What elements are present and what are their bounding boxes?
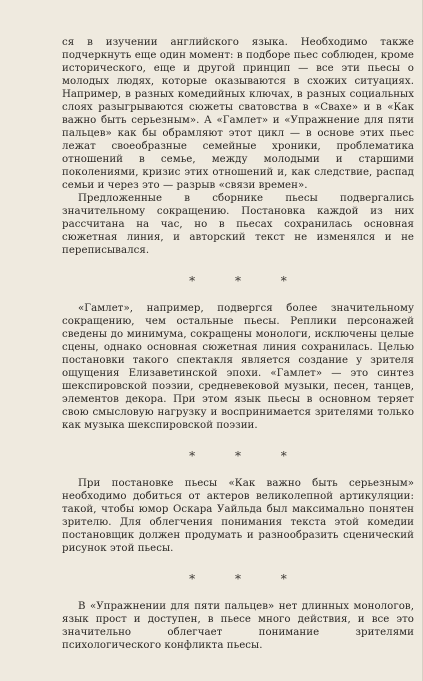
section-separator: * * * — [189, 572, 305, 586]
paragraph-five-finger-exercise: В «Упражнении для пяти пальцев» нет длинных монологов, язык прост и доступен, в пьесе много действия, и все это значительно облегчает понимание зрителями психологического конфликта пьесы. — [62, 601, 414, 651]
paragraph-hamlet: «Гамлет», например, подвергся более значительному сокращению, чем остальные пьесы. Реплики персонажей сведены до минимума, сокращены монологи, исключены целые сцены, однако основная сюжетная линия сохранилась. Целью постановки такого спектакля является создание у зрителя ощущения Елизаветинской эпохи. «Гамлет» — это синтез шекспировской поэзии, средневековой музыки, песен, танцев, элементов декора. При этом язык пьесы в основном теряет свою смысловую нагрузку и воспринимается зрителями только как музыка шекспировской поэзии. — [62, 303, 414, 431]
paragraph-continuation: ся в изучении английского языка. Необходимо также подчеркнуть еще один момент: в подборе пьес соблюден, кроме исторического, еще и другой принцип — все эти пьесы о молодых людях, которые оказываются в схожих ситуациях. Например, в разных комедийных ключах, в разных социальных слоях разыгрываются сюжеты сватовства в «Свахе» и в «Как важно быть серьезным». А «Гамлет» и «Упражнение для пяти пальцев» как бы обрамляют этот цикл — в основе этих пьес лежат своеобразные семейные хроники, проблематика отношений в семье, между молодыми и старшими поколениями, кризис этих отношений и, как следствие, распад семьи и через это — разрыв «связи времен». — [62, 37, 414, 191]
paragraph-earnest: При постановке пьесы «Как важно быть серьезным» необходимо добиться от актеров великолепной артикуляции: такой, чтобы юмор Оскара Уайльда был максимально понятен зрителю. Для облегчения понимания текста этой комедии постановщик должен продумать и разнообразить сценический рисунок этой пьесы. — [62, 478, 414, 554]
section-separator: * * * — [189, 274, 305, 288]
paragraph-abridgement: Предложенные в сборнике пьесы подвергались значительному сокращению. Постановка каждой из них рассчитана на час, но в пьесах сохранилась основная сюжетная линия, и авторский текст не изменялся и не переписывался. — [62, 193, 414, 256]
section-separator: * * * — [189, 449, 305, 463]
document-body — [62, 36, 414, 652]
